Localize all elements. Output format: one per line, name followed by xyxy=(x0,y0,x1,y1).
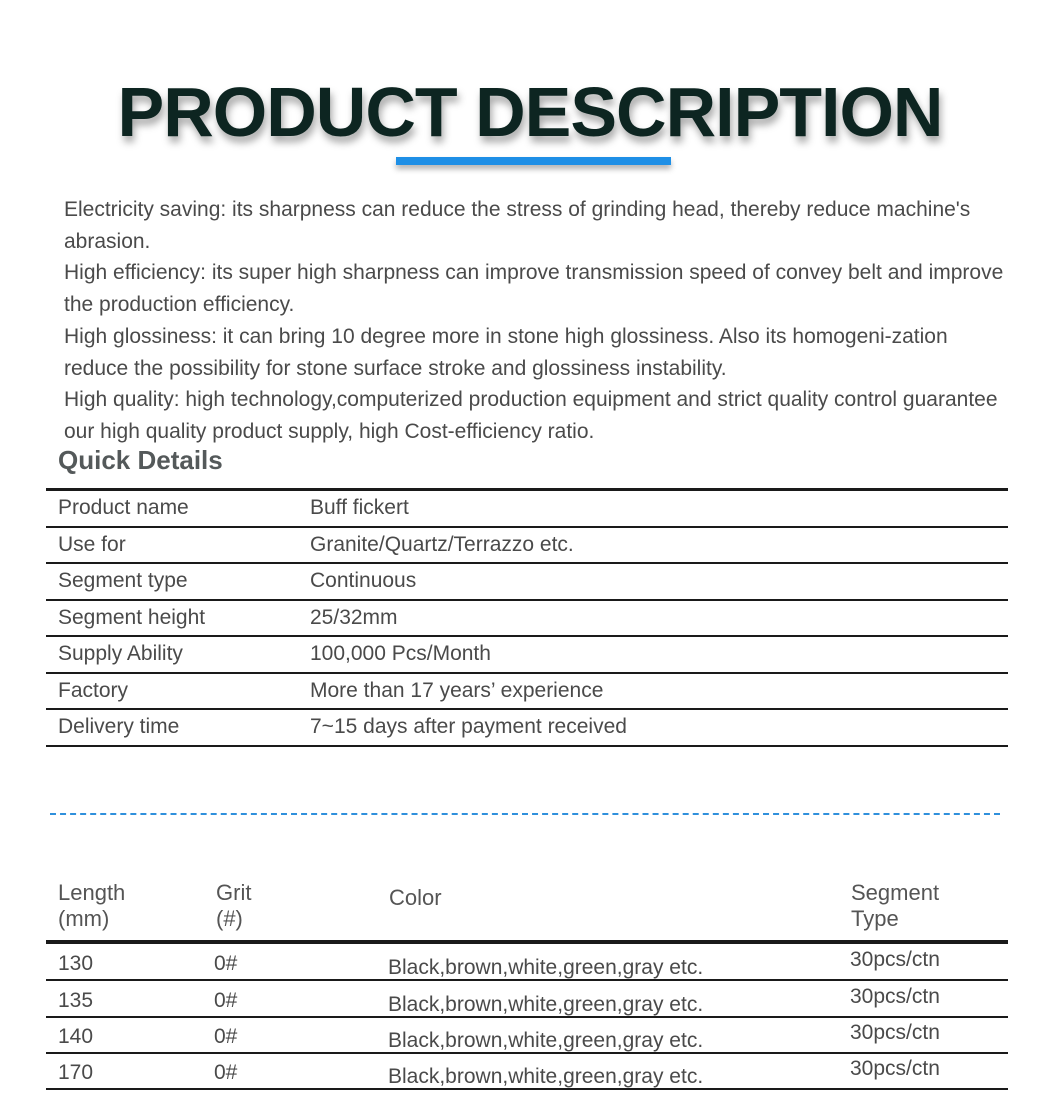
table-row xyxy=(46,563,1008,600)
spec-header-grit xyxy=(216,880,251,932)
page-title: PRODUCT DESCRIPTION xyxy=(117,73,943,151)
detail-label: Supply Ability xyxy=(46,636,298,673)
packing-cell: 30pcs/ctn xyxy=(850,1057,940,1080)
detail-value: Granite/Quartz/Terrazzo etc. xyxy=(298,527,1008,564)
table-row xyxy=(46,709,1008,746)
dashed-divider xyxy=(50,813,1000,815)
description-paragraph: Electricity saving: its sharpness can reduce the stress of grinding head, thereby reduce machine's abrasion. xyxy=(64,198,971,253)
detail-label: Segment type xyxy=(46,563,298,600)
color-cell: Black,brown,white,green,gray etc. xyxy=(388,993,704,1016)
detail-label: Use for xyxy=(46,527,298,564)
grit-cell: 0# xyxy=(214,989,238,1012)
length-cell: 140 xyxy=(58,1025,94,1048)
table-row xyxy=(46,527,1008,564)
quick-details-table xyxy=(46,488,1008,747)
detail-value: Buff fickert xyxy=(298,490,1008,527)
header-line: Segment xyxy=(851,880,940,905)
detail-label: Factory xyxy=(46,673,298,710)
spec-header-segment-type xyxy=(851,880,939,932)
grit-cell: 0# xyxy=(214,1061,238,1084)
detail-value: 7~15 days after payment received xyxy=(298,709,1008,746)
header-line: (mm) xyxy=(58,906,110,931)
quick-details-title: Quick Details xyxy=(58,445,223,475)
description-paragraph: High efficiency: its super high sharpness can improve transmission speed of convey belt and improve the production efficiency. xyxy=(64,261,1004,317)
length-cell: 170 xyxy=(58,1061,94,1084)
title-underline xyxy=(396,157,671,165)
table-row xyxy=(46,944,1008,981)
color-cell: Black,brown,white,green,gray etc. xyxy=(388,956,704,979)
table-row xyxy=(46,673,1008,710)
spec-header-length xyxy=(58,880,125,932)
description-paragraph: High quality: high technology,computerized production equipment and strict quality control guarantee our high quality product supply, high Cost-efficiency ratio. xyxy=(64,388,998,443)
length-cell: 135 xyxy=(58,989,94,1012)
header-line: Type xyxy=(851,906,899,931)
packing-cell: 30pcs/ctn xyxy=(850,1021,940,1044)
grit-cell: 0# xyxy=(214,952,238,975)
table-row xyxy=(46,981,1008,1018)
detail-value: 100,000 Pcs/Month xyxy=(298,636,1008,673)
description-paragraph: High glossiness: it can bring 10 degree more in stone high glossiness. Also its homogeni-zation reduce the possibility for stone surface stroke and glossiness instability. xyxy=(64,324,948,380)
color-cell: Black,brown,white,green,gray etc. xyxy=(388,1029,704,1052)
grit-cell: 0# xyxy=(214,1025,238,1048)
detail-value: More than 17 years’ experience xyxy=(298,673,1008,710)
table-row xyxy=(46,1053,1008,1090)
header-line: (#) xyxy=(216,906,243,931)
packing-cell: 30pcs/ctn xyxy=(850,985,940,1008)
detail-label: Segment height xyxy=(46,600,298,637)
table-row xyxy=(46,490,1008,527)
table-row xyxy=(46,636,1008,673)
table-row xyxy=(46,600,1008,637)
description-block xyxy=(64,194,1004,448)
header-line: Grit xyxy=(216,880,252,905)
header-line: Color xyxy=(389,885,442,910)
detail-label: Delivery time xyxy=(46,709,298,746)
detail-value: 25/32mm xyxy=(298,600,1008,637)
color-cell: Black,brown,white,green,gray etc. xyxy=(388,1065,704,1088)
table-row xyxy=(46,1017,1008,1054)
spec-header-color xyxy=(389,885,442,911)
detail-label: Product name xyxy=(46,490,298,527)
packing-cell: 30pcs/ctn xyxy=(850,948,940,971)
header-line: Length xyxy=(58,880,126,905)
length-cell: 130 xyxy=(58,952,94,975)
detail-value: Continuous xyxy=(298,563,1008,600)
